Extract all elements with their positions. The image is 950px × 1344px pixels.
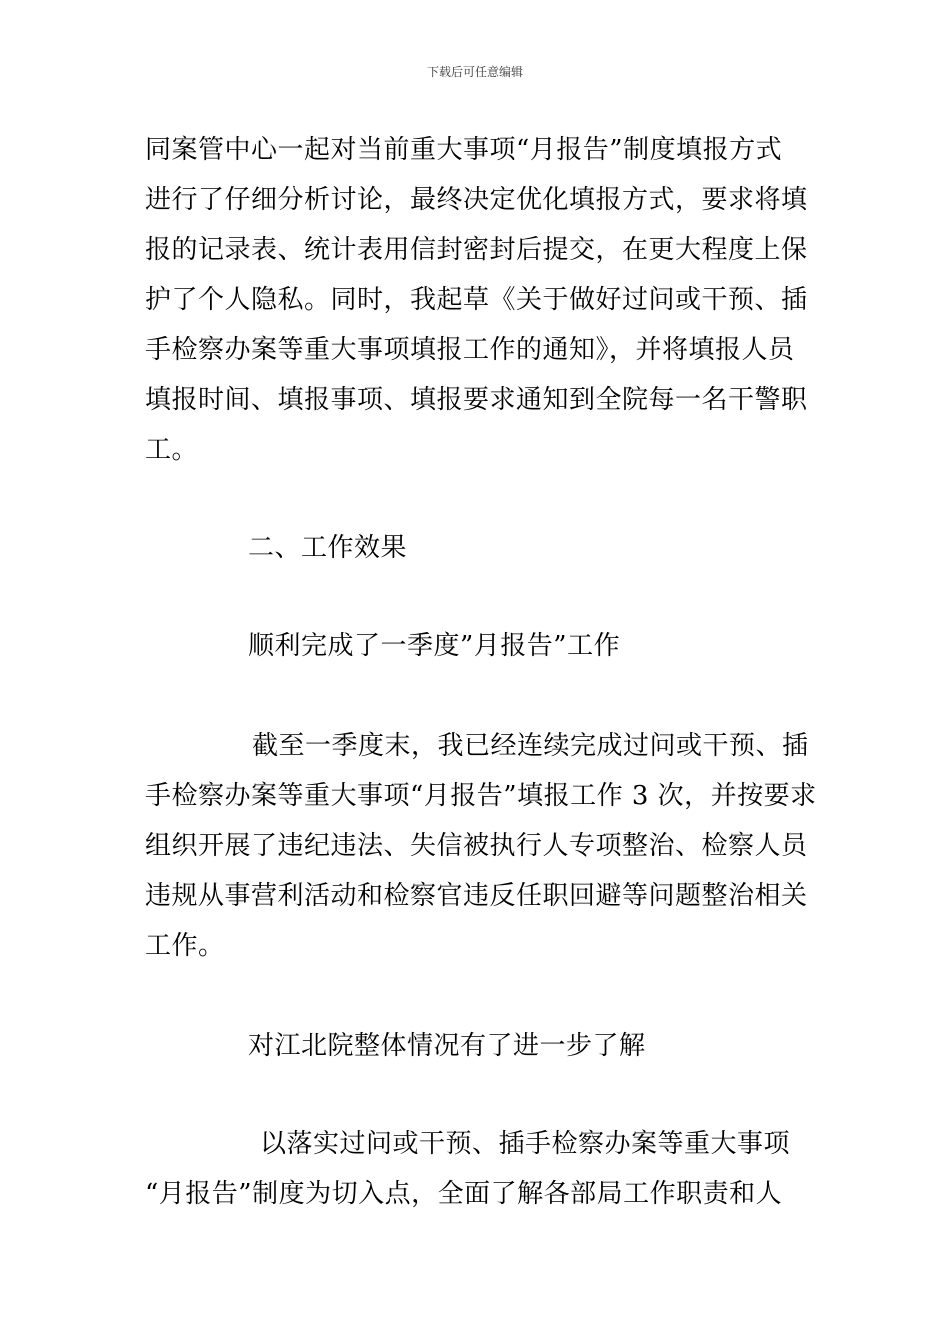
text-line: “月报告”制度为切入点，全面了解各部局工作职责和人 <box>145 1179 783 1209</box>
text-line: 工作。 <box>145 931 225 961</box>
text-line: 报的记录表、统计表用信封密封后提交，在更大程度上保 <box>145 235 808 265</box>
text-line: 工。 <box>145 435 199 465</box>
text-line: 手检察办案等重大事项“月报告”填报工作 3 次，并按要求 <box>145 781 817 811</box>
text-line: 填报时间、填报事项、填报要求通知到全院每一名干警职 <box>145 385 808 415</box>
page-header: 下载后可任意编辑 <box>426 65 523 79</box>
text-line: 组织开展了违纪违法、失信被执行人专项整治、检察人员 <box>145 831 808 861</box>
text-line: 以落实过问或干预、插手检察办案等重大事项 <box>260 1129 791 1159</box>
subheading: 顺利完成了一季度”月报告”工作 <box>248 631 621 661</box>
text-line: 手检察办案等重大事项填报工作的通知》，并将填报人员 <box>145 335 795 365</box>
text-line: 违规从事营利活动和检察官违反任职回避等问题整治相关 <box>145 881 808 911</box>
text-line: 护了个人隐私。同时，我起草《关于做好过问或干预、插 <box>145 285 808 315</box>
text-line: 截至一季度末，我已经连续完成过问或干预、插 <box>252 731 809 761</box>
text-line: 同案管中心一起对当前重大事项“月报告”制度填报方式 <box>145 135 783 165</box>
subheading: 对江北院整体情况有了进一步了解 <box>248 1031 646 1061</box>
section-heading: 二、工作效果 <box>248 533 408 563</box>
text-line: 进行了仔细分析讨论，最终决定优化填报方式，要求将填 <box>145 185 808 215</box>
